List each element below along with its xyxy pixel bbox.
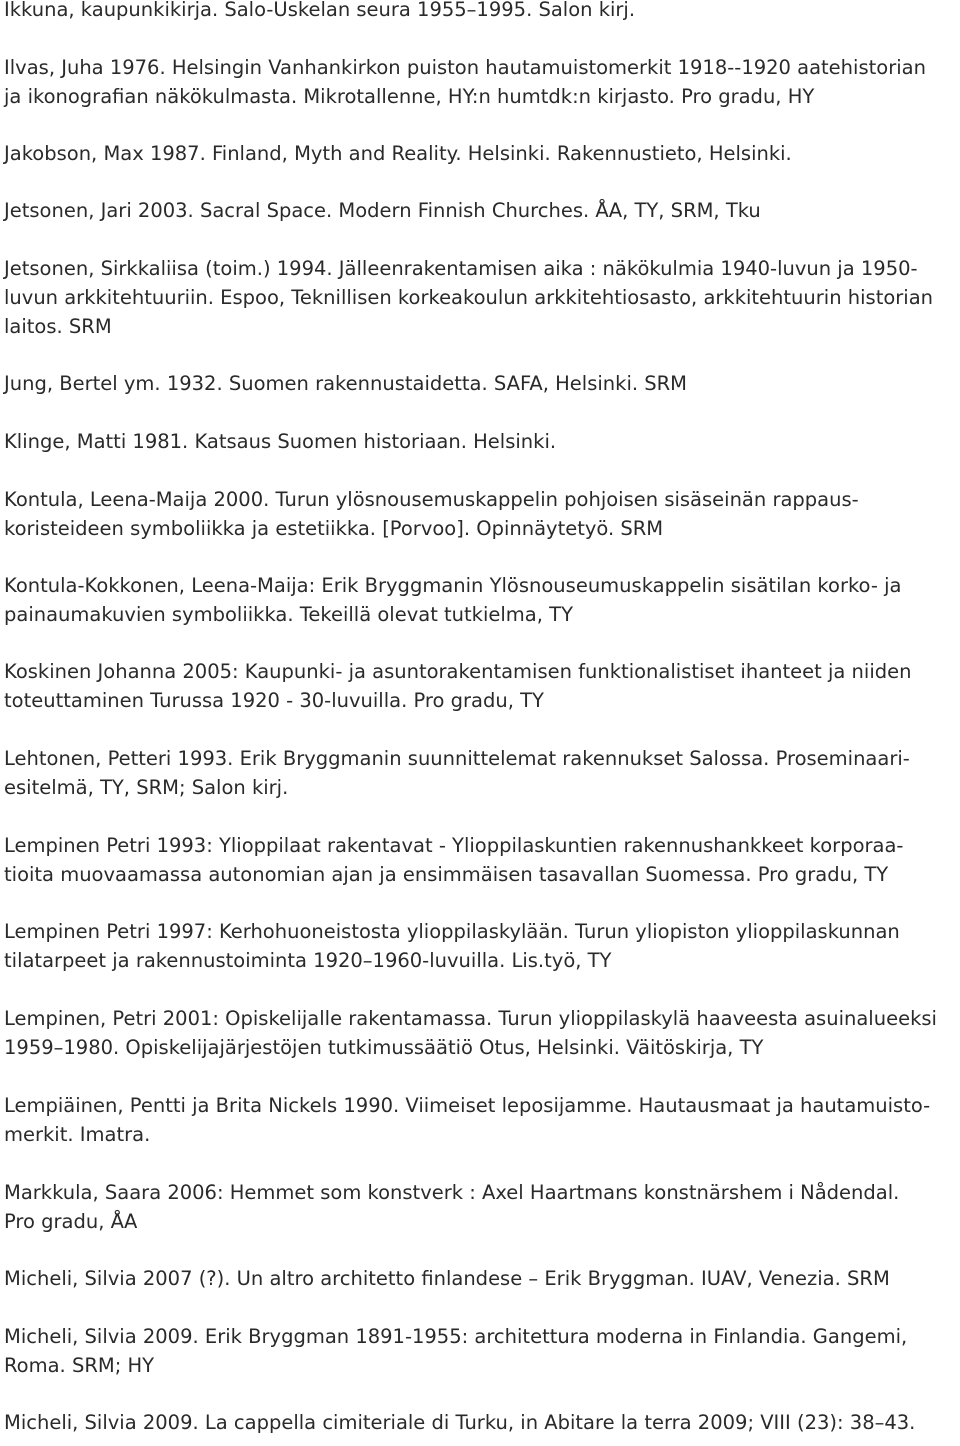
reference-line: Lempiäinen, Pentti ja Brita Nickels 1990. Viimeiset leposijamme. Hautausmaat ja hautamuisto- — [4, 1094, 931, 1117]
reference-line: Klinge, Matti 1981. Katsaus Suomen historiaan. Helsinki. — [4, 430, 557, 453]
reference-entry — [4, 0, 635, 24]
reference-line: Ilvas, Juha 1976. Helsingin Vanhankirkon puiston hautamuistomerkit 1918--1920 aatehistorian — [4, 56, 926, 79]
reference-entry — [4, 571, 901, 629]
reference-entry — [4, 427, 556, 456]
reference-entry — [4, 1004, 937, 1062]
reference-line: tioita muovaamassa autonomian ajan ja ensimmäisen tasavallan Suomessa. Pro gradu, TY — [4, 863, 889, 886]
reference-entry — [4, 831, 903, 889]
reference-entry — [4, 254, 933, 341]
reference-line: toteuttaminen Turussa 1920 - 30-luvuilla. Pro gradu, TY — [4, 689, 544, 712]
reference-line: Jakobson, Max 1987. Finland, Myth and Reality. Helsinki. Rakennustieto, Helsinki. — [4, 142, 792, 165]
reference-line: 1959–1980. Opiskelijajärjestöjen tutkimussäätiö Otus, Helsinki. Väitöskirja, TY — [4, 1036, 764, 1059]
reference-entry — [4, 1178, 899, 1236]
reference-line: Lempinen Petri 1993: Ylioppilaat rakentavat - Ylioppilaskuntien rakennushankkeet korporaa- — [4, 834, 904, 857]
reference-entry — [4, 369, 687, 398]
reference-line: tilatarpeet ja rakennustoiminta 1920–1960-luvuilla. Lis.työ, TY — [4, 949, 612, 972]
reference-line: Jetsonen, Sirkkaliisa (toim.) 1994. Jälleenrakentamisen aika : näkökulmia 1940-luvun ja 1950- — [4, 257, 918, 280]
reference-line: Pro gradu, ÅA — [4, 1210, 138, 1233]
reference-entry — [4, 1408, 915, 1437]
reference-entry — [4, 1322, 907, 1380]
reference-line: Kontula-Kokkonen, Leena-Maija: Erik Bryggmanin Ylösnouseumuskappelin sisätilan korko- ja — [4, 574, 902, 597]
reference-line: Lempinen, Petri 2001: Opiskelijalle rakentamassa. Turun ylioppilaskylä haaveesta asuinalueeksi — [4, 1007, 937, 1030]
reference-entry — [4, 1091, 930, 1149]
reference-line: Micheli, Silvia 2007 (?). Un altro architetto finlandese – Erik Bryggman. IUAV, Venezia. SRM — [4, 1267, 890, 1290]
reference-line: merkit. Imatra. — [4, 1123, 151, 1146]
reference-line: Markkula, Saara 2006: Hemmet som konstverk : Axel Haartmans konstnärshem i Nådendal. — [4, 1181, 900, 1204]
reference-line: Kontula, Leena-Maija 2000. Turun ylösnousemuskappelin pohjoisen sisäseinän rappaus- — [4, 488, 859, 511]
reference-entry — [4, 744, 910, 802]
reference-line: Lempinen Petri 1997: Kerhohuoneistosta ylioppilaskylään. Turun yliopiston ylioppilaskunnan — [4, 920, 900, 943]
reference-line: Micheli, Silvia 2009. Erik Bryggman 1891-1955: architettura moderna in Finlandia. Gangemi, — [4, 1325, 908, 1348]
reference-entry — [4, 485, 859, 543]
reference-line: luvun arkkitehtuuriin. Espoo, Teknillisen korkeakoulun arkkitehtiosasto, arkkitehtuurin historian — [4, 286, 934, 309]
reference-line: koristeideen symboliikka ja estetiikka. [Porvoo]. Opinnäytetyö. SRM — [4, 517, 664, 540]
reference-line: Micheli, Silvia 2009. La cappella cimiteriale di Turku, in Abitare la terra 2009; VIII (23): 38–43. — [4, 1411, 916, 1434]
reference-line: esitelmä, TY, SRM; Salon kirj. — [4, 776, 289, 799]
reference-line: Roma. SRM; HY — [4, 1354, 155, 1377]
reference-entry — [4, 1264, 890, 1293]
reference-line: laitos. SRM — [4, 315, 112, 338]
reference-line: ja ikonografian näkökulmasta. Mikrotallenne, HY:n humtdk:n kirjasto. Pro gradu, HY — [4, 85, 815, 108]
reference-line: Jung, Bertel ym. 1932. Suomen rakennustaidetta. SAFA, Helsinki. SRM — [4, 372, 688, 395]
reference-entry — [4, 196, 761, 225]
reference-entry — [4, 917, 900, 975]
reference-line: Lehtonen, Petteri 1993. Erik Bryggmanin suunnittelemat rakennukset Salossa. Proseminaari- — [4, 747, 910, 770]
reference-entry — [4, 53, 926, 111]
reference-line: Koskinen Johanna 2005: Kaupunki- ja asuntorakentamisen funktionalistiset ihanteet ja niiden — [4, 660, 912, 683]
reference-entry — [4, 139, 792, 168]
reference-line: Ikkuna, kaupunkikirja. Salo-Uskelan seura 1955–1995. Salon kirj. — [4, 0, 636, 21]
reference-entry — [4, 657, 911, 715]
reference-line: Jetsonen, Jari 2003. Sacral Space. Modern Finnish Churches. ÅA, TY, SRM, Tku — [4, 199, 761, 222]
reference-line: painaumakuvien symboliikka. Tekeillä olevat tutkielma, TY — [4, 603, 573, 626]
